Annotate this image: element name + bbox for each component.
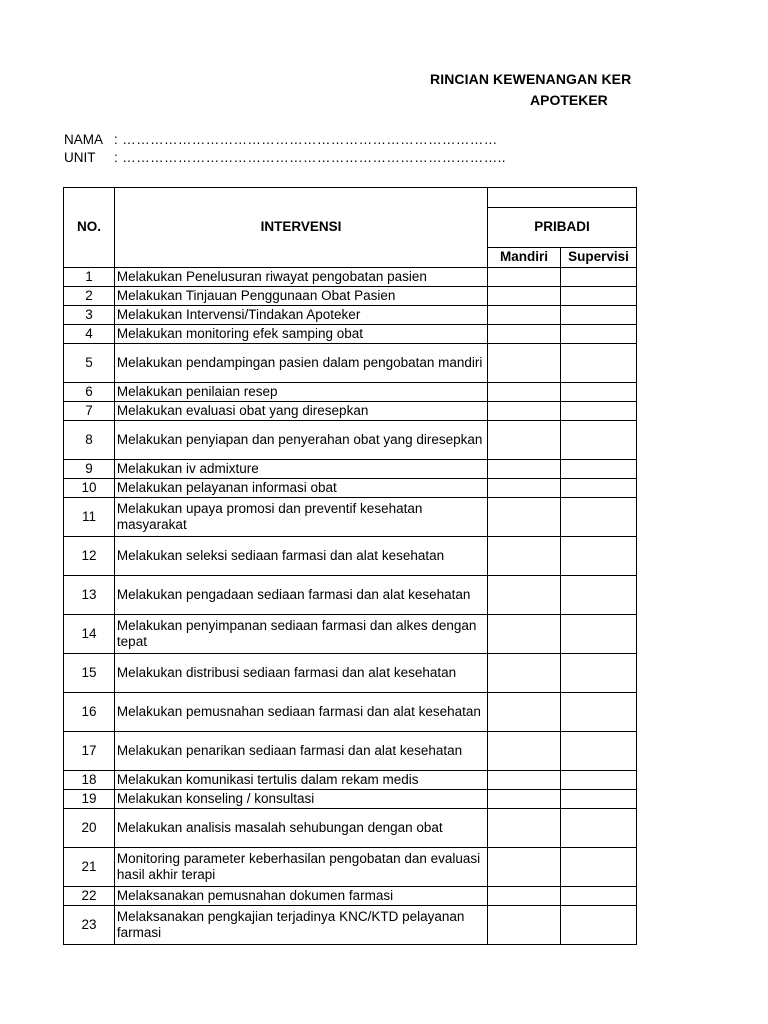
nama-value: : ………………………………………………………………………	[114, 132, 498, 147]
row-number: 10	[64, 479, 115, 498]
row-intervensi: Melakukan Tinjauan Penggunaan Obat Pasien	[114, 287, 487, 306]
row-intervensi: Melakukan distribusi sediaan farmasi dan alat kesehatan	[114, 654, 487, 693]
row-number: 2	[64, 287, 115, 306]
header-intervensi: INTERVENSI	[114, 188, 487, 268]
header-supervisi: Supervisi	[561, 248, 637, 268]
row-number: 14	[64, 615, 115, 654]
table-row	[64, 325, 637, 344]
mandiri-cell[interactable]	[488, 654, 561, 693]
row-number: 11	[64, 498, 115, 537]
row-number: 7	[64, 402, 115, 421]
row-intervensi: Melakukan seleksi sediaan farmasi dan alat kesehatan	[114, 537, 487, 576]
unit-label: UNIT	[64, 150, 96, 165]
supervisi-cell[interactable]	[561, 654, 637, 693]
table-row	[64, 306, 637, 325]
mandiri-cell[interactable]	[488, 460, 561, 479]
mandiri-cell[interactable]	[488, 421, 561, 460]
row-number: 17	[64, 732, 115, 771]
row-number: 5	[64, 344, 115, 383]
row-number: 4	[64, 325, 115, 344]
mandiri-cell[interactable]	[488, 383, 561, 402]
supervisi-cell[interactable]	[561, 479, 637, 498]
row-intervensi: Melakukan pelayanan informasi obat	[114, 479, 487, 498]
document-title: RINCIAN KEWENANGAN KER	[430, 71, 632, 87]
table-row	[64, 383, 637, 402]
mandiri-cell[interactable]	[488, 268, 561, 287]
mandiri-cell[interactable]	[488, 344, 561, 383]
nama-label: NAMA	[64, 132, 104, 147]
row-intervensi: Melakukan penyimpanan sediaan farmasi dan alkes dengan tepat	[114, 615, 487, 654]
supervisi-cell[interactable]	[561, 344, 637, 383]
row-number: 23	[64, 906, 115, 945]
supervisi-cell[interactable]	[561, 402, 637, 421]
row-number: 19	[64, 790, 115, 809]
supervisi-cell[interactable]	[561, 537, 637, 576]
supervisi-cell[interactable]	[561, 383, 637, 402]
supervisi-cell[interactable]	[561, 325, 637, 344]
header-top-blank	[488, 188, 637, 208]
supervisi-cell[interactable]	[561, 498, 637, 537]
supervisi-cell[interactable]	[561, 615, 637, 654]
table-row	[64, 479, 637, 498]
mandiri-cell[interactable]	[488, 848, 561, 887]
header-pribadi: PRIBADI	[488, 208, 637, 248]
row-number: 15	[64, 654, 115, 693]
table-row	[64, 344, 637, 383]
row-number: 8	[64, 421, 115, 460]
mandiri-cell[interactable]	[488, 287, 561, 306]
supervisi-cell[interactable]	[561, 906, 637, 945]
row-intervensi: Melakukan evaluasi obat yang diresepkan	[114, 402, 487, 421]
table-row	[64, 287, 637, 306]
table-row	[64, 537, 637, 576]
row-intervensi: Melakukan monitoring efek samping obat	[114, 325, 487, 344]
row-number: 21	[64, 848, 115, 887]
row-intervensi: Melakukan iv admixture	[114, 460, 487, 479]
mandiri-cell[interactable]	[488, 615, 561, 654]
table-row	[64, 460, 637, 479]
table-row	[64, 268, 637, 287]
mandiri-cell[interactable]	[488, 479, 561, 498]
row-intervensi: Melakukan komunikasi tertulis dalam rekam medis	[114, 771, 487, 790]
table-row	[64, 498, 637, 537]
mandiri-cell[interactable]	[488, 771, 561, 790]
row-number: 9	[64, 460, 115, 479]
supervisi-cell[interactable]	[561, 306, 637, 325]
supervisi-cell[interactable]	[561, 693, 637, 732]
row-number: 3	[64, 306, 115, 325]
kewenangan-table	[63, 187, 637, 945]
mandiri-cell[interactable]	[488, 887, 561, 906]
table-row	[64, 402, 637, 421]
table-row	[64, 693, 637, 732]
supervisi-cell[interactable]	[561, 887, 637, 906]
row-intervensi: Monitoring parameter keberhasilan pengobatan dan evaluasi hasil akhir terapi	[114, 848, 487, 887]
row-number: 12	[64, 537, 115, 576]
nama-field[interactable]	[64, 132, 498, 147]
table-row	[64, 906, 637, 945]
supervisi-cell[interactable]	[561, 732, 637, 771]
table-row	[64, 848, 637, 887]
row-intervensi: Melaksanakan pengkajian terjadinya KNC/KTD pelayanan farmasi	[114, 906, 487, 945]
unit-field[interactable]	[64, 150, 506, 165]
mandiri-cell[interactable]	[488, 306, 561, 325]
mandiri-cell[interactable]	[488, 325, 561, 344]
supervisi-cell[interactable]	[561, 460, 637, 479]
header-mandiri: Mandiri	[488, 248, 561, 268]
row-intervensi: Melakukan pendampingan pasien dalam pengobatan mandiri	[114, 344, 487, 383]
table-row	[64, 576, 637, 615]
supervisi-cell[interactable]	[561, 809, 637, 848]
supervisi-cell[interactable]	[561, 268, 637, 287]
row-intervensi: Melakukan Intervensi/Tindakan Apoteker	[114, 306, 487, 325]
table-row	[64, 732, 637, 771]
table-row	[64, 654, 637, 693]
mandiri-cell[interactable]	[488, 498, 561, 537]
supervisi-cell[interactable]	[561, 771, 637, 790]
table-row	[64, 809, 637, 848]
row-number: 16	[64, 693, 115, 732]
row-intervensi: Melakukan Penelusuran riwayat pengobatan pasien	[114, 268, 487, 287]
supervisi-cell[interactable]	[561, 790, 637, 809]
unit-value: : ………………………………………………………………………..	[114, 150, 506, 165]
row-intervensi: Melakukan penyiapan dan penyerahan obat yang diresepkan	[114, 421, 487, 460]
row-intervensi: Melakukan penilaian resep	[114, 383, 487, 402]
row-number: 20	[64, 809, 115, 848]
document-subtitle: APOTEKER	[530, 92, 608, 108]
table-row	[64, 421, 637, 460]
supervisi-cell[interactable]	[561, 848, 637, 887]
mandiri-cell[interactable]	[488, 693, 561, 732]
row-number: 1	[64, 268, 115, 287]
mandiri-cell[interactable]	[488, 809, 561, 848]
supervisi-cell[interactable]	[561, 287, 637, 306]
row-number: 22	[64, 887, 115, 906]
table-row	[64, 887, 637, 906]
supervisi-cell[interactable]	[561, 576, 637, 615]
row-intervensi: Melakukan upaya promosi dan preventif kesehatan masyarakat	[114, 498, 487, 537]
supervisi-cell[interactable]	[561, 421, 637, 460]
mandiri-cell[interactable]	[488, 537, 561, 576]
row-number: 6	[64, 383, 115, 402]
table-row	[64, 615, 637, 654]
row-intervensi: Melakukan penarikan sediaan farmasi dan alat kesehatan	[114, 732, 487, 771]
row-intervensi: Melakukan pemusnahan sediaan farmasi dan alat kesehatan	[114, 693, 487, 732]
table-row	[64, 771, 637, 790]
mandiri-cell[interactable]	[488, 906, 561, 945]
mandiri-cell[interactable]	[488, 732, 561, 771]
row-number: 18	[64, 771, 115, 790]
mandiri-cell[interactable]	[488, 790, 561, 809]
row-intervensi: Melakukan konseling / konsultasi	[114, 790, 487, 809]
mandiri-cell[interactable]	[488, 576, 561, 615]
row-intervensi: Melakukan pengadaan sediaan farmasi dan alat kesehatan	[114, 576, 487, 615]
header-no: NO.	[64, 188, 115, 268]
row-number: 13	[64, 576, 115, 615]
row-intervensi: Melaksanakan pemusnahan dokumen farmasi	[114, 887, 487, 906]
row-intervensi: Melakukan analisis masalah sehubungan dengan obat	[114, 809, 487, 848]
table-row	[64, 790, 637, 809]
mandiri-cell[interactable]	[488, 402, 561, 421]
